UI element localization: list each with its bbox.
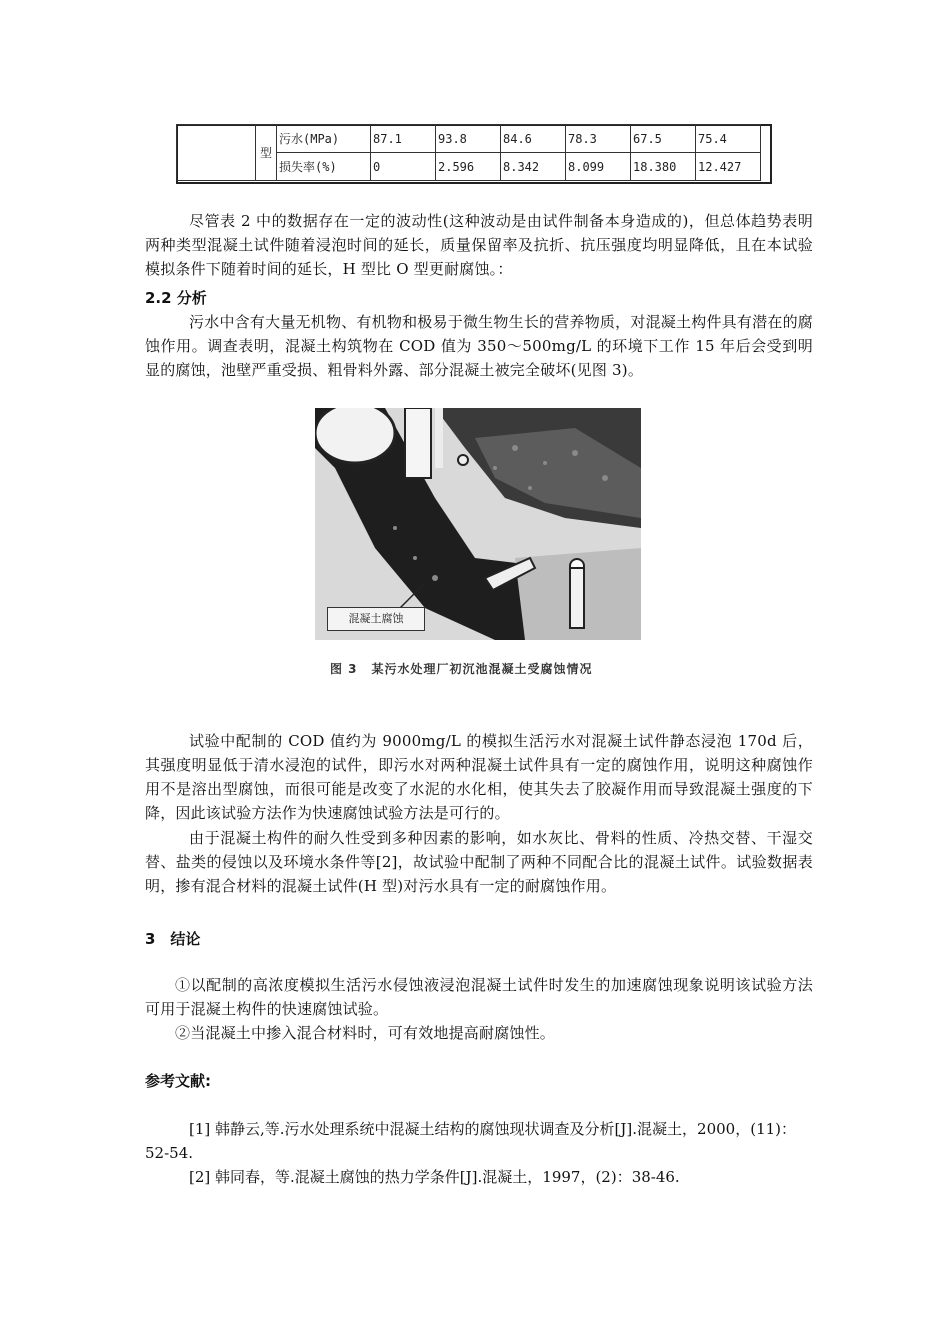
figure-caption-text: 某污水处理厂初沉池混凝土受腐蚀情况 xyxy=(371,662,593,676)
figure-caption-number: 图 3 xyxy=(330,662,358,676)
table-cell: 78.3 xyxy=(566,125,631,153)
section-heading-2-2: 2.2 分析 xyxy=(145,289,207,307)
table-cell: 67.5 xyxy=(631,125,696,153)
table-cell: 0 xyxy=(371,153,436,181)
figure-caption xyxy=(330,660,593,677)
paragraph-test-result: 试验中配制的 COD 值约为 9000mg/L 的模拟生活污水对混凝土试件静态浸泡 170d 后，其强度明显低于清水浸泡的试件，即污水对两种混凝土试件具有一定的腐蚀作用，说明这种腐蚀作用不是溶出型腐蚀，而很可能是改变了水泥的水化相，使其失去了胶凝作用而导致混凝土强度的下降，因此该试验方法作为快速腐蚀试验方法是可行的。 xyxy=(145,732,813,822)
paragraph-durability: 由于混凝土构件的耐久性受到多种因素的影响，如水灰比、骨料的性质、冷热交替、干湿交替、盐类的侵蚀以及环境水条件等[2]，故试验中配制了两种不同配合比的混凝土试件。试验数据表明，掺有混合材料的混凝土试件(H 型)对污水具有一定的耐腐蚀作用。 xyxy=(145,829,813,895)
table-empty-cell xyxy=(177,125,256,181)
conclusion-item-2: ②当混凝土中掺入混合材料时，可有效地提高耐腐蚀性。 xyxy=(175,1024,556,1042)
table-cell: 18.380 xyxy=(631,153,696,181)
photo-illustration xyxy=(315,408,641,640)
paragraph-analysis: 污水中含有大量无机物、有机物和极易于微生物生长的营养物质，对混凝土构件具有潜在的腐蚀作用。调查表明，混凝土构筑物在 COD 值为 350～500mg/L 的环境下工作 15 年后会受到明显的腐蚀，池壁严重受损、粗骨料外露、部分混凝土被完全破坏(见图 3)。 xyxy=(145,313,813,379)
strength-table xyxy=(176,124,761,181)
table-cell: 84.6 xyxy=(501,125,566,153)
figure-inset-label: 混凝土腐蚀 xyxy=(327,607,425,631)
table-cell: 75.4 xyxy=(696,125,761,153)
table-cell: 8.342 xyxy=(501,153,566,181)
table-cell: 93.8 xyxy=(436,125,501,153)
reference-item: [1] 韩静云,等.污水处理系统中混凝土结构的腐蚀现状调查及分析[J].混凝土，2000，(11)：52-54. xyxy=(145,1120,797,1162)
corrosion-photo xyxy=(315,408,641,640)
table-group-label: 型 xyxy=(256,125,277,181)
table-cell: 12.427 xyxy=(696,153,761,181)
section-heading-conclusion: 3 结论 xyxy=(145,930,201,948)
table-cell: 8.099 xyxy=(566,153,631,181)
paragraph-trend: 尽管表 2 中的数据存在一定的波动性(这种波动是由试件制备本身造成的)，但总体趋势表明两种类型混凝土试件随着浸泡时间的延长，质量保留率及抗折、抗压强度均明显降低，且在本试验模拟条件下随着时间的延长，H 型比 O 型更耐腐蚀。： xyxy=(145,212,813,278)
references-heading: 参考文献: xyxy=(145,1072,211,1090)
reference-item: [2] 韩同春，等.混凝土腐蚀的热力学条件[J].混凝土，1997，(2)：38-46. xyxy=(189,1168,680,1186)
table-cell: 2.596 xyxy=(436,153,501,181)
row-label: 污水(MPa) xyxy=(277,125,371,153)
row-label: 损失率(%) xyxy=(277,153,371,181)
conclusion-item-1: ①以配制的高浓度模拟生活污水侵蚀液浸泡混凝土试件时发生的加速腐蚀现象说明该试验方法可用于混凝土构件的快速腐蚀试验。 xyxy=(145,976,813,1018)
table-cell: 87.1 xyxy=(371,125,436,153)
table-row xyxy=(177,125,761,153)
